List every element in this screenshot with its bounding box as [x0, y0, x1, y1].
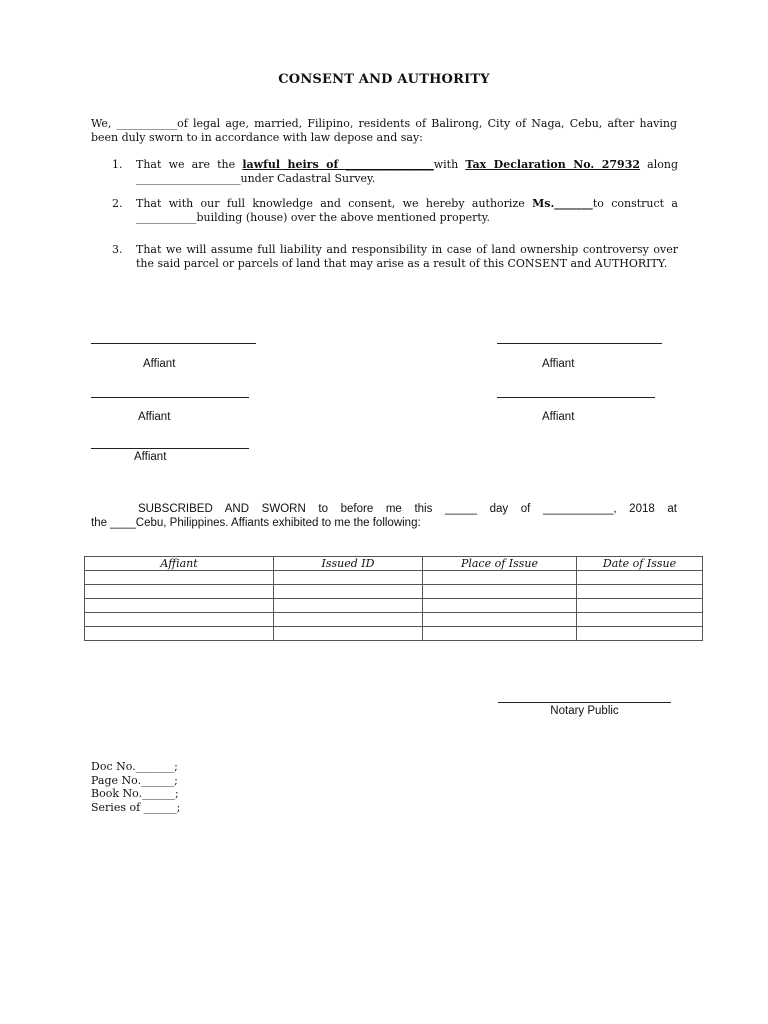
signature-line [91, 343, 256, 344]
subscribed-line-1: SUBSCRIBED AND SWORN to before me this _____ day of ___________, 2018 at [138, 503, 677, 515]
book-number: Book No.______; [91, 787, 179, 800]
list-text: That with our full knowledge and consent, we hereby authorize Ms._______to construct a ___________building (house) over the above mentioned property. [136, 197, 678, 224]
list-item-3 [112, 243, 678, 287]
list-text: That we are the lawful heirs of ________________with Tax Declaration No. 27932 along ___________________under Cadastral Survey. [136, 158, 679, 185]
document-title: CONSENT AND AUTHORITY [278, 72, 490, 87]
series-number: Series of ______; [91, 800, 181, 814]
affiant-label: Affiant [134, 451, 167, 463]
list-number: 3. [112, 243, 123, 256]
affiant-label: Affiant [542, 358, 575, 370]
signature-line [91, 397, 249, 398]
signature-line [497, 343, 662, 344]
signature-line [497, 397, 655, 398]
notary-signature-line [498, 702, 671, 703]
list-item-2 [112, 197, 678, 227]
list-text: That we will assume full liability and responsibility in case of land ownership controversy over the said parcel or parcels of land that may arise as a result of this CONSENT and AUTHORITY. [136, 243, 678, 270]
document-entries [91, 760, 180, 814]
list-number: 1. [112, 158, 123, 171]
list-number: 2. [112, 197, 123, 210]
column-header: Place of Issue [423, 557, 577, 571]
affiant-label: Affiant [542, 411, 575, 423]
lawful-heirs-field: lawful heirs of ________________ [242, 158, 434, 171]
subscribed-paragraph [91, 502, 677, 530]
doc-number: Doc No._______; [91, 760, 178, 773]
subscribed-line-2: the ____Cebu, Philippines. Affiants exhibited to me the following: [91, 517, 421, 529]
table-row [85, 599, 703, 613]
affiant-label: Affiant [143, 358, 176, 370]
tax-declaration-number: Tax Declaration No. 27932 [465, 158, 641, 171]
authorized-person-field: Ms._______ [532, 197, 593, 210]
column-header: Date of Issue [577, 557, 703, 571]
affiant-label: Affiant [138, 411, 171, 423]
table-row [85, 585, 703, 599]
identification-table [84, 556, 703, 641]
column-header: Issued ID [274, 557, 423, 571]
table-row [85, 627, 703, 641]
table-header-row [85, 557, 703, 571]
intro-paragraph: We, ___________of legal age, married, Filipino, residents of Balirong, City of Naga, Cebu, after having been duly sworn to in accordance with law depose and say: [91, 117, 677, 144]
table-row [85, 613, 703, 627]
table-row [85, 571, 703, 585]
list-item-1 [112, 158, 678, 188]
column-header: Affiant [85, 557, 274, 571]
notary-public-label: Notary Public [550, 705, 619, 717]
page-number: Page No.______; [91, 773, 178, 787]
signature-line [91, 448, 249, 449]
